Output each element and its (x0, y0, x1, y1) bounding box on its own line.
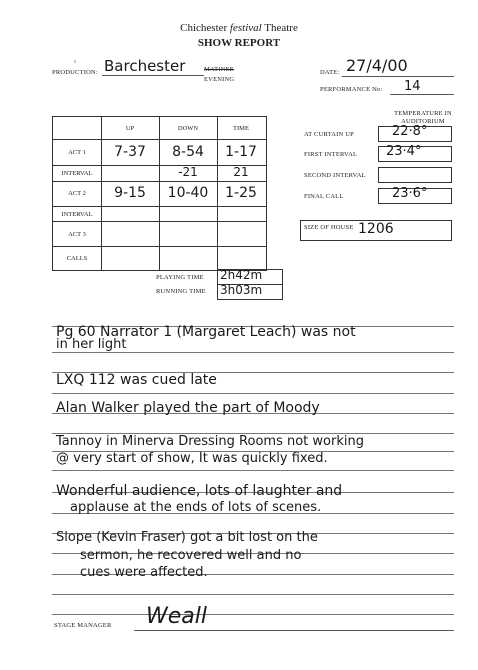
matinee-struck: MATINEE (204, 66, 234, 73)
date-value: 27/4/00 (346, 56, 408, 75)
performance-no-value: 14 (404, 79, 421, 94)
timing-table (52, 116, 267, 271)
production-label: PRODUCTION: (52, 69, 98, 76)
col-down: DOWN (177, 125, 199, 132)
evening-label: EVENING (204, 76, 235, 83)
note-line: Pg 60 Narrator 1 (Margaret Leach) was not (56, 324, 356, 340)
note-line: cues were affected. (80, 565, 208, 580)
note-line: sermon, he recovered well and no (80, 548, 302, 563)
house-size-value: 1206 (358, 221, 394, 237)
note-line: LXQ 112 was cued late (56, 372, 217, 388)
row-label-act2: ACT 2 (68, 190, 86, 197)
row-label-act1: ACT 1 (68, 149, 86, 156)
row-label-interval1: INTERVAL (61, 170, 93, 177)
temp-final-call-value: 23·6° (392, 186, 428, 201)
temp-second-interval-label: SECOND INTERVAL (304, 172, 366, 179)
date-label: DATE: (320, 69, 340, 76)
row-label-act3: ACT 3 (68, 231, 86, 238)
stage-manager-signature: Weall (146, 604, 207, 629)
act1-down: 8-54 (172, 144, 204, 160)
temp-first-interval-label: FIRST INTERVAL (304, 151, 358, 158)
production-value: Barchester (104, 57, 186, 75)
note-line: applause at the ends of lots of scenes. (70, 500, 322, 515)
report-title: SHOW REPORT (197, 37, 281, 49)
playing-time-label: PLAYING TIME (156, 274, 204, 281)
note-line: Slope (Kevin Fraser) got a bit lost on the (56, 530, 318, 545)
playing-time-value: 2h42m (220, 268, 263, 282)
stage-manager-label: STAGE MANAGER (54, 622, 112, 629)
interval1-down: -21 (178, 165, 198, 179)
house-size-label: SIZE OF HOUSE (304, 224, 354, 231)
act2-up: 9-15 (114, 185, 146, 201)
row-label-interval2: INTERVAL (61, 211, 93, 218)
note-line: Wonderful audience, lots of laughter and (56, 483, 343, 499)
act2-down: 10-40 (167, 185, 209, 201)
temp-curtain-value: 22·8° (392, 124, 428, 139)
col-time: TIME (233, 125, 249, 132)
temp-final-call-label: FINAL CALL (304, 193, 344, 200)
act2-time: 1-25 (225, 185, 257, 201)
note-line: Alan Walker played the part of Moody (56, 400, 320, 416)
interval1-time: 21 (233, 165, 249, 179)
row-label-calls: CALLS (66, 255, 88, 262)
temp-curtain-label: AT CURTAIN UP (304, 131, 354, 138)
note-line: Tannoy in Minerva Dressing Rooms not working (56, 434, 364, 449)
act1-up: 7-37 (114, 144, 146, 160)
temp-first-interval-value: 23·4° (386, 144, 422, 159)
note-line: in her light (56, 337, 127, 352)
act1-time: 1-17 (225, 144, 257, 160)
running-time-value: 3h03m (220, 283, 263, 297)
production-mark: τ (74, 60, 77, 65)
col-up: UP (125, 125, 135, 132)
running-time-label: RUNNING TIME (156, 288, 206, 295)
theatre-name: Chichester festival Theatre (180, 22, 298, 34)
note-line: @ very start of show, It was quickly fixed. (56, 451, 328, 466)
temperature-heading: TEMPERATURE IN AUDITORIUM (394, 110, 452, 125)
performance-no-label: PERFORMANCE No: (320, 86, 383, 93)
